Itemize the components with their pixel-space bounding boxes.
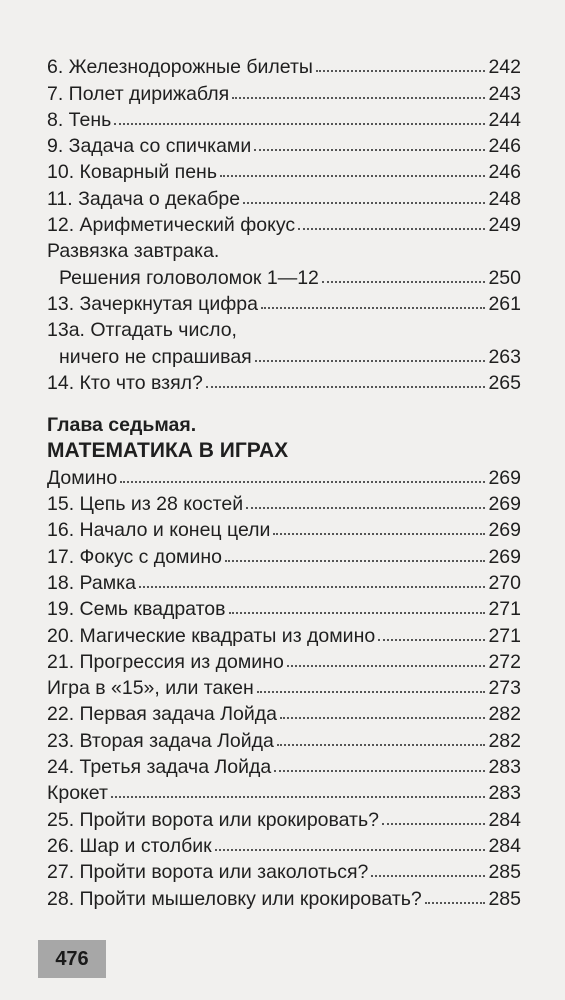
toc-entry-page: 246 <box>488 135 521 158</box>
toc-entry-title: 16. Начало и конец цели <box>47 519 271 542</box>
table-of-contents <box>47 52 521 910</box>
toc-entry-title: Игра в «15», или такен <box>47 677 254 700</box>
toc-entry-title: 19. Семь квадратов <box>47 598 226 621</box>
toc-entry-title: Развязка завтрака. <box>47 240 220 263</box>
dot-leader <box>261 307 486 309</box>
toc-entry-title: 15. Цепь из 28 костей <box>47 493 244 516</box>
toc-entry <box>47 752 521 778</box>
toc-entry <box>47 289 521 315</box>
toc-entry-title: 27. Пройти ворота или заколоться? <box>47 861 369 884</box>
dot-leader <box>246 507 485 509</box>
dot-leader <box>229 612 486 614</box>
toc-entry-title: 28. Пройти мышеловку или крокировать? <box>47 887 422 910</box>
toc-entry-title: 21. Прогрессия из домино <box>47 650 284 673</box>
toc-entry-title: 11. Задача о декабре <box>47 187 241 210</box>
toc-entry-title: 20. Магические квадраты из домино <box>47 624 376 647</box>
toc-entry-title: 22. Первая задача Лойда <box>47 703 277 726</box>
toc-entry-page: 246 <box>488 161 521 184</box>
dot-leader <box>215 849 486 851</box>
dot-leader <box>274 770 485 772</box>
dot-leader <box>225 560 486 562</box>
toc-entry-page: 273 <box>488 677 521 700</box>
dot-leader <box>322 281 486 283</box>
chapter-label: Глава седьмая. <box>47 414 197 437</box>
toc-entry <box>47 883 521 909</box>
dot-leader <box>280 717 485 719</box>
toc-entry-page: 285 <box>488 861 521 884</box>
toc-entry <box>47 647 521 673</box>
toc-entry <box>47 462 521 488</box>
toc-section-top <box>47 52 521 394</box>
dot-leader <box>425 902 486 904</box>
toc-entry-page: 282 <box>488 703 521 726</box>
toc-entry-title: 10. Коварный пень <box>47 161 217 184</box>
toc-entry-title: 23. Вторая задача Лойда <box>47 729 274 752</box>
toc-entry <box>47 262 521 288</box>
toc-entry <box>47 183 521 209</box>
page-number: 476 <box>38 940 106 978</box>
toc-entry-page: 283 <box>488 782 521 805</box>
dot-leader <box>316 70 486 72</box>
toc-entry-page: 269 <box>488 519 521 542</box>
toc-entry-title: 14. Кто что взял? <box>47 371 203 394</box>
toc-entry-page: 249 <box>488 214 521 237</box>
toc-entry-title: 7. Полет дирижабля <box>47 82 230 105</box>
dot-leader <box>378 639 485 641</box>
toc-entry-page: 242 <box>488 56 521 79</box>
toc-entry-page: 243 <box>488 82 521 105</box>
toc-entry-page: 271 <box>488 624 521 647</box>
dot-leader <box>382 823 485 825</box>
toc-entry <box>47 725 521 751</box>
dot-leader <box>120 481 485 483</box>
toc-entry-page: 248 <box>488 187 521 210</box>
dot-leader <box>111 796 486 798</box>
toc-entry-title: 25. Пройти ворота или крокировать? <box>47 808 379 831</box>
toc-entry-title: 13а. Отгадать число, <box>47 319 237 342</box>
toc-entry <box>47 857 521 883</box>
toc-entry-page: 265 <box>488 371 521 394</box>
toc-entry-page: 271 <box>488 598 521 621</box>
toc-entry-title: 8. Тень <box>47 108 112 131</box>
dot-leader <box>254 149 485 151</box>
dot-leader <box>255 360 486 362</box>
toc-entry-page: 282 <box>488 729 521 752</box>
dot-leader <box>114 123 485 125</box>
toc-entry-page: 261 <box>488 292 521 315</box>
toc-entry <box>47 831 521 857</box>
toc-entry-page: 283 <box>488 756 521 779</box>
toc-entry <box>47 157 521 183</box>
dot-leader <box>206 386 486 388</box>
toc-entry <box>47 341 521 367</box>
toc-entry-page: 284 <box>488 808 521 831</box>
dot-leader <box>220 175 485 177</box>
toc-entry <box>47 699 521 725</box>
toc-entry-page: 285 <box>488 887 521 910</box>
toc-entry-title: Решения головоломок 1—12 <box>59 266 319 289</box>
dot-leader <box>371 875 485 877</box>
toc-entry-title: 6. Железнодорожные билеты <box>47 56 313 79</box>
toc-entry-title: 13. Зачеркнутая цифра <box>47 292 258 315</box>
toc-entry <box>47 515 521 541</box>
toc-entry-page: 263 <box>488 345 521 368</box>
dot-leader <box>257 691 486 693</box>
toc-entry <box>47 368 521 394</box>
toc-entry <box>47 568 521 594</box>
toc-entry <box>47 210 521 236</box>
toc-entry <box>47 804 521 830</box>
toc-entry-page: 284 <box>488 834 521 857</box>
toc-entry-page: 269 <box>488 545 521 568</box>
dot-leader <box>243 202 485 204</box>
toc-entry-page: 270 <box>488 571 521 594</box>
toc-entry-title: 26. Шар и столбик <box>47 834 212 857</box>
dot-leader <box>277 744 486 746</box>
toc-entry <box>47 673 521 699</box>
dot-leader <box>232 97 485 99</box>
toc-entry <box>47 105 521 131</box>
toc-entry-page: 269 <box>488 466 521 489</box>
toc-entry-title: 9. Задача со спичками <box>47 135 252 158</box>
toc-entry <box>47 778 521 804</box>
toc-entry-title: ничего не спрашивая <box>59 345 252 368</box>
toc-entry-title: Домино <box>47 466 118 489</box>
toc-entry <box>47 52 521 78</box>
toc-entry-page: 269 <box>488 493 521 516</box>
toc-entry <box>47 78 521 104</box>
dot-leader <box>139 586 486 588</box>
toc-entry-title: 24. Третья задача Лойда <box>47 756 272 779</box>
toc-entry <box>47 541 521 567</box>
dot-leader <box>287 665 486 667</box>
toc-entry <box>47 620 521 646</box>
toc-entry-page: 272 <box>488 650 521 673</box>
chapter-title: МАТЕМАТИКА В ИГРАХ <box>47 439 289 463</box>
toc-entry <box>47 489 521 515</box>
toc-entry <box>47 236 521 262</box>
toc-entry <box>47 131 521 157</box>
dot-leader <box>298 228 485 230</box>
toc-entry-title: 17. Фокус с домино <box>47 545 222 568</box>
toc-entry-page: 250 <box>488 266 521 289</box>
dot-leader <box>273 533 485 535</box>
toc-entry-page: 244 <box>488 108 521 131</box>
toc-entry-title: 18. Рамка <box>47 571 136 594</box>
toc-section-bottom <box>47 462 521 909</box>
toc-entry-title: Крокет <box>47 782 108 805</box>
toc-entry <box>47 315 521 341</box>
toc-entry-title: 12. Арифметический фокус <box>47 214 296 237</box>
toc-entry <box>47 594 521 620</box>
